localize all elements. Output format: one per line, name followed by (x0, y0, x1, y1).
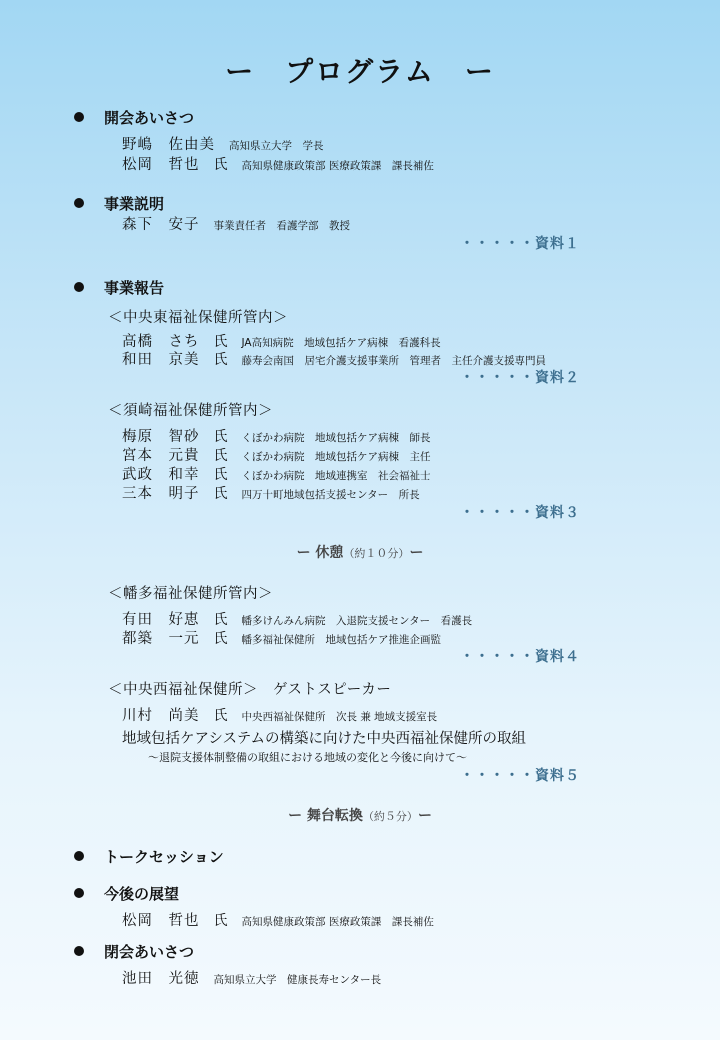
person-affiliation: 藤寿会南国 居宅介護支援事業所 管理者 主任介護支援専門員 (241, 355, 546, 367)
person-affiliation: 高知県立大学 健康長寿センター長 (213, 974, 382, 986)
break-label (0, 542, 720, 562)
person-row (122, 909, 434, 930)
person-name: 松岡 哲也 (122, 157, 200, 173)
bullet-icon (74, 946, 84, 956)
person-affiliation: 幡多けんみん病院 入退院支援センター 看護長 (241, 615, 473, 627)
person-affiliation: 四万十町地域包括支援センター 所長 (241, 489, 420, 501)
person-honorific: 氏 (213, 612, 228, 628)
section-closing: 閉会あいさつ (104, 943, 195, 961)
person-name: 梅原 智砂 (122, 429, 200, 445)
material-ref: ・・・・・資料３ (460, 505, 580, 521)
person-name: 松岡 哲也 (122, 913, 200, 929)
person-row (122, 153, 434, 174)
section-report: 事業報告 (104, 279, 165, 297)
section-future: 今後の展望 (104, 885, 180, 903)
person-row (122, 213, 350, 234)
material-ref: ・・・・・資料２ (460, 370, 580, 386)
person-honorific: 氏 (213, 913, 228, 929)
section-talk: トークセッション (104, 848, 224, 866)
area-heading: ＜中央西福祉保健所＞ ゲストスピーカー (108, 682, 392, 698)
person-name: 武政 和幸 (122, 467, 200, 483)
person-row (122, 348, 546, 369)
person-honorific: 氏 (213, 467, 228, 483)
person-honorific: 氏 (213, 157, 228, 173)
bullet-icon (74, 112, 84, 122)
person-row (122, 133, 324, 154)
person-row (122, 463, 431, 484)
material-ref: ・・・・・資料５ (460, 768, 580, 784)
person-affiliation: JA高知病院 地域包括ケア病棟 看護科長 (241, 337, 441, 349)
bullet-icon (74, 888, 84, 898)
break-duration: （約５分） (362, 810, 418, 823)
person-honorific: 氏 (213, 352, 228, 368)
person-name: 都築 一元 (122, 631, 200, 647)
break-label (0, 805, 720, 825)
person-honorific: 氏 (213, 631, 228, 647)
presentation-topic: 地域包括ケアシステムの構築に向けた中央西福祉保健所の取組 (122, 731, 526, 747)
area-heading: ＜幡多福祉保健所管内＞ (108, 586, 273, 602)
person-affiliation: 高知県健康政策部 医療政策課 課長補佐 (241, 160, 434, 172)
person-affiliation: 高知県立大学 学長 (229, 140, 324, 152)
person-row (122, 608, 472, 629)
person-row (122, 967, 381, 988)
presentation-subtopic: ～退院支援体制整備の取組における地域の変化と今後に向けて～ (148, 751, 467, 764)
person-row (122, 425, 431, 446)
person-affiliation: 幡多福祉保健所 地域包括ケア推進企画監 (241, 634, 441, 646)
bullet-icon (74, 851, 84, 861)
person-honorific: 氏 (213, 486, 228, 502)
person-name: 野嶋 佐由美 (122, 137, 215, 153)
person-name: 宮本 元貴 (122, 448, 200, 464)
bullet-icon (74, 282, 84, 292)
material-ref: ・・・・・資料１ (460, 236, 580, 252)
person-honorific: 氏 (213, 334, 228, 350)
person-affiliation: 中央西福祉保健所 次長 兼 地域支援室長 (241, 711, 438, 723)
person-name: 三本 明子 (122, 486, 200, 502)
person-honorific: 氏 (213, 429, 228, 445)
person-name: 高橋 さち (122, 334, 200, 350)
person-affiliation: くぼかわ病院 地域包括ケア病棟 主任 (241, 451, 431, 463)
person-name: 川村 尚美 (122, 708, 200, 724)
person-name: 池田 光徳 (122, 971, 200, 987)
page-title: ー プログラム ー (225, 55, 495, 88)
area-heading: ＜須崎福祉保健所管内＞ (108, 403, 273, 419)
person-affiliation: くぼかわ病院 地域包括ケア病棟 師長 (241, 432, 431, 444)
person-affiliation: 高知県健康政策部 医療政策課 課長補佐 (241, 916, 434, 928)
person-affiliation: 事業責任者 看護学部 教授 (213, 220, 350, 232)
section-opening: 開会あいさつ (104, 109, 195, 127)
break-title: ー 休憩 (296, 545, 344, 561)
person-row (122, 444, 431, 465)
break-end: ー (409, 545, 424, 561)
person-name: 森下 安子 (122, 217, 200, 233)
person-row (122, 627, 441, 648)
person-honorific: 氏 (213, 448, 228, 464)
break-title: ー 舞台転換 (288, 808, 363, 824)
break-duration: （約１０分） (343, 547, 410, 560)
person-name: 和田 京美 (122, 352, 200, 368)
material-ref: ・・・・・資料４ (460, 649, 580, 665)
person-row (122, 482, 420, 503)
section-explanation: 事業説明 (104, 195, 165, 213)
area-heading: ＜中央東福祉保健所管内＞ (108, 310, 288, 326)
person-affiliation: くぼかわ病院 地域連携室 社会福祉士 (241, 470, 431, 482)
person-row (122, 704, 437, 725)
person-name: 有田 好恵 (122, 612, 200, 628)
bullet-icon (74, 198, 84, 208)
person-honorific: 氏 (213, 708, 228, 724)
break-end: ー (417, 808, 432, 824)
